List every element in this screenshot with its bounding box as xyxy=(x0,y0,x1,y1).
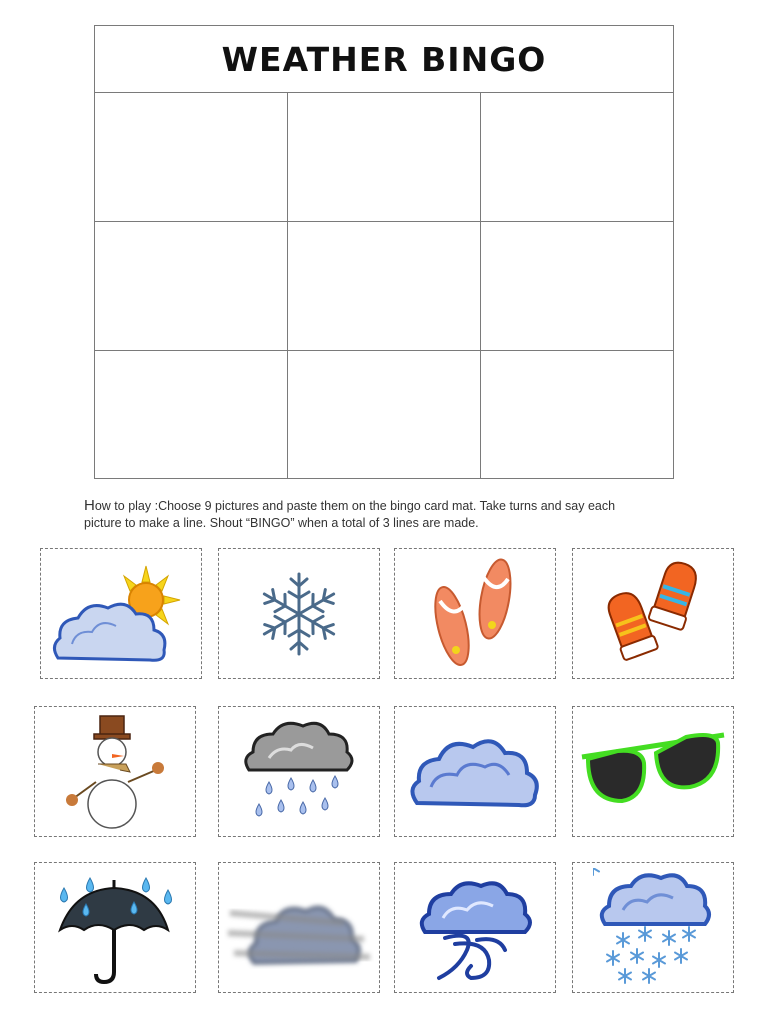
bingo-cell[interactable] xyxy=(95,222,288,351)
bingo-cell[interactable] xyxy=(288,351,481,478)
cloud-icon xyxy=(405,727,545,817)
bingo-cell[interactable] xyxy=(481,93,673,222)
picture-card-snow-cloud[interactable] xyxy=(572,862,734,993)
picture-card-mittens[interactable] xyxy=(572,548,734,679)
bingo-cell[interactable] xyxy=(481,222,673,351)
bingo-cell[interactable] xyxy=(95,351,288,478)
snowflake-icon xyxy=(249,564,349,664)
picture-card-fog[interactable] xyxy=(218,862,380,993)
bingo-grid xyxy=(95,93,673,478)
wind-cloud-icon xyxy=(415,870,535,985)
instructions-initial: H xyxy=(84,497,95,514)
picture-card-umbrella[interactable] xyxy=(34,862,196,993)
picture-card-snowflake[interactable] xyxy=(218,548,380,679)
picture-card-rain-cloud[interactable] xyxy=(218,706,380,837)
bingo-cell[interactable] xyxy=(288,93,481,222)
instructions xyxy=(84,497,694,532)
bingo-cell[interactable] xyxy=(95,93,288,222)
fog-cloud-icon xyxy=(224,873,374,983)
board-title: WEATHER BINGO xyxy=(95,26,673,93)
instructions-line2: picture to make a line. Shout “BINGO” when a total of 3 lines are made. xyxy=(84,516,479,530)
rain-cloud-icon xyxy=(239,712,359,832)
bingo-cell[interactable] xyxy=(288,222,481,351)
picture-card-wind[interactable] xyxy=(394,862,556,993)
instructions-line1: ow to play :Choose 9 pictures and paste them on the bingo card mat. Take turns and say each xyxy=(94,499,616,513)
picture-card-snowman[interactable] xyxy=(34,706,196,837)
sunglasses-icon xyxy=(578,727,728,817)
picture-card-sunglasses[interactable] xyxy=(572,706,734,837)
umbrella-rain-icon xyxy=(50,868,180,988)
picture-card-sun-cloud[interactable] xyxy=(40,548,202,679)
sun-and-cloud-icon xyxy=(46,554,196,674)
snow-cloud-icon xyxy=(593,868,713,988)
flip-flops-icon xyxy=(420,551,530,676)
mittens-icon xyxy=(603,556,703,671)
bingo-cell[interactable] xyxy=(481,351,673,478)
picture-card-flip-flops[interactable] xyxy=(394,548,556,679)
picture-card-cloud[interactable] xyxy=(394,706,556,837)
snowman-icon xyxy=(60,712,170,832)
bingo-board xyxy=(94,25,674,479)
